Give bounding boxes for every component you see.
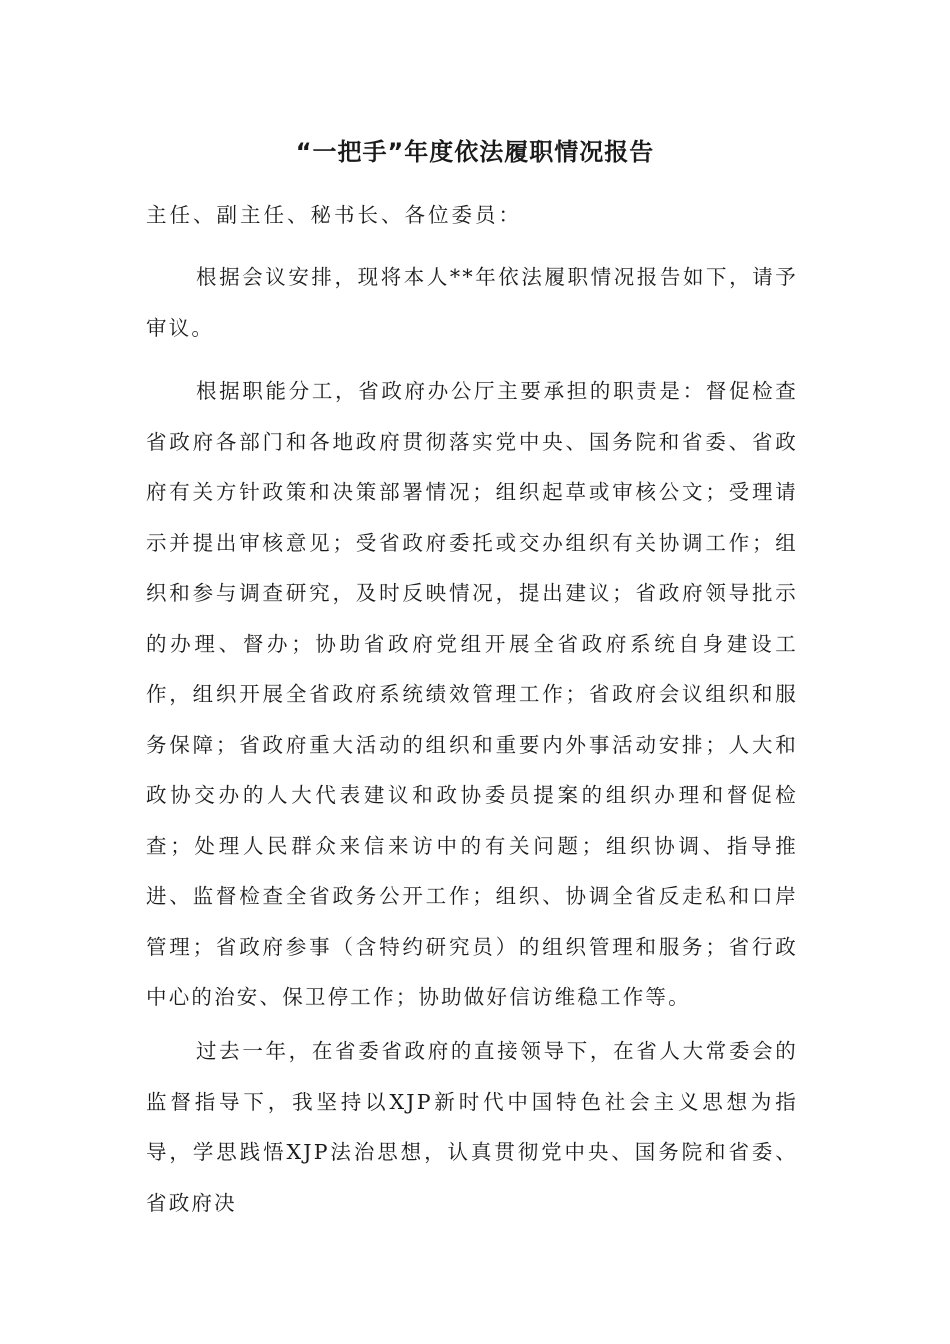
paragraph-intro: 根据会议安排，现将本人**年依法履职情况报告如下，请予审议。: [146, 265, 798, 340]
paragraph-duties: 根据职能分工，省政府办公厅主要承担的职责是：督促检查省政府各部门和各地政府贯彻落实党中央、国务院和省委、省政府有关方针政策和决策部署情况；组织起草或审核公文；受理请示并提出审核意见；受省政府委托或交办组织有关协调工作；组织和参与调查研究，及时反映情况，提出建议；省政府领导批示的办理、督办；协助省政府党组开展全省政府系统自身建设工作，组织开展全省政府系统绩效管理工作；省政府会议组织和服务保障；省政府重大活动的组织和重要内外事活动安排；人大和政协交办的人大代表建议和政协委员提案的组织办理和督促检查；处理人民群众来信来访中的有关问题；组织协调、指导推进、监督检查全省政务公开工作；组织、协调全省反走私和口岸管理；省政府参事（含特约研究员）的组织管理和服务；省行政中心的治安、保卫停工作；协助做好信访维稳工作等。: [146, 379, 798, 1009]
paragraph-review: 过去一年，在省委省政府的直接领导下，在省人大常委会的监督指导下，我坚持以XJP新时代中国特色社会主义思想为指导，学思践悟XJP法治思想，认真贯彻党中央、国务院和省委、省政府决: [146, 1039, 798, 1215]
salutation: 主任、副主任、秘书长、各位委员：: [146, 203, 522, 227]
document-title: “一把手”年度依法履职情况报告: [295, 138, 655, 166]
